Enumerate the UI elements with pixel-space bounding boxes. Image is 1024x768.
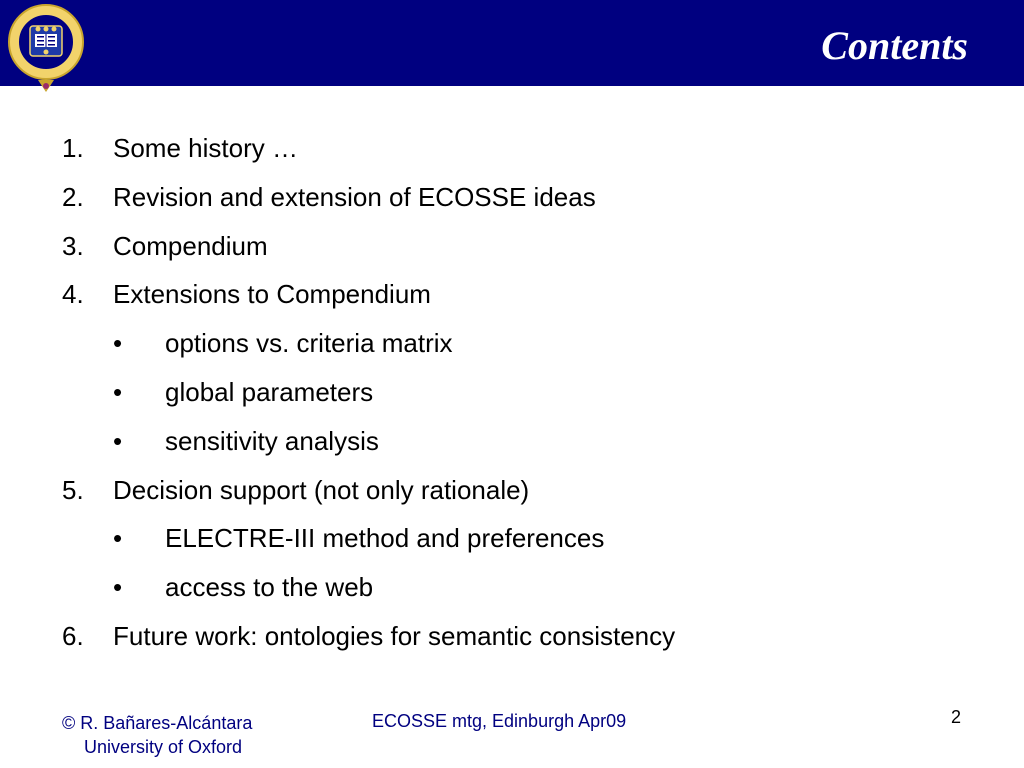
- list-item-text: sensitivity analysis: [165, 425, 379, 456]
- list-item-text: access to the web: [165, 572, 374, 603]
- list-item-text: Future work: ontologies for semantic consistency: [113, 621, 676, 651]
- list-number: 6.: [62, 621, 84, 651]
- list-number: 1.: [62, 133, 84, 163]
- bullet-marker: •: [113, 425, 123, 456]
- footer-author: [62, 711, 252, 759]
- footer-author-name: © R. Bañares-Alcántara: [62, 713, 253, 733]
- bullet-marker: •: [113, 523, 123, 554]
- list-item-text: global parameters: [165, 377, 374, 407]
- list-item-text: Compendium: [113, 230, 268, 261]
- list-number: 3.: [62, 230, 84, 261]
- slide-title: Contents: [821, 23, 968, 68]
- bullet-marker: •: [113, 572, 123, 603]
- footer-affiliation: University of Oxford: [84, 737, 243, 757]
- list-item-text: ELECTRE-III method and preferences: [165, 523, 605, 554]
- slide-header: [0, 0, 1024, 86]
- oxford-crest-icon: [8, 2, 88, 94]
- list-item-text: Extensions to Compendium: [113, 279, 431, 310]
- list-item-text: Some history …: [113, 133, 298, 163]
- list-number: 5.: [62, 474, 84, 505]
- list-number: 4.: [62, 279, 84, 310]
- list-item-text: options vs. criteria matrix: [165, 328, 453, 359]
- list-item-text: Decision support (not only rationale): [113, 474, 530, 505]
- page-number: 2: [951, 707, 962, 727]
- footer-event: ECOSSE mtg, Edinburgh Apr09: [372, 711, 627, 731]
- list-item-text: Revision and extension of ECOSSE ideas: [113, 181, 596, 212]
- bullet-marker: •: [113, 377, 123, 407]
- bullet-marker: •: [113, 328, 123, 359]
- list-number: 2.: [62, 181, 84, 212]
